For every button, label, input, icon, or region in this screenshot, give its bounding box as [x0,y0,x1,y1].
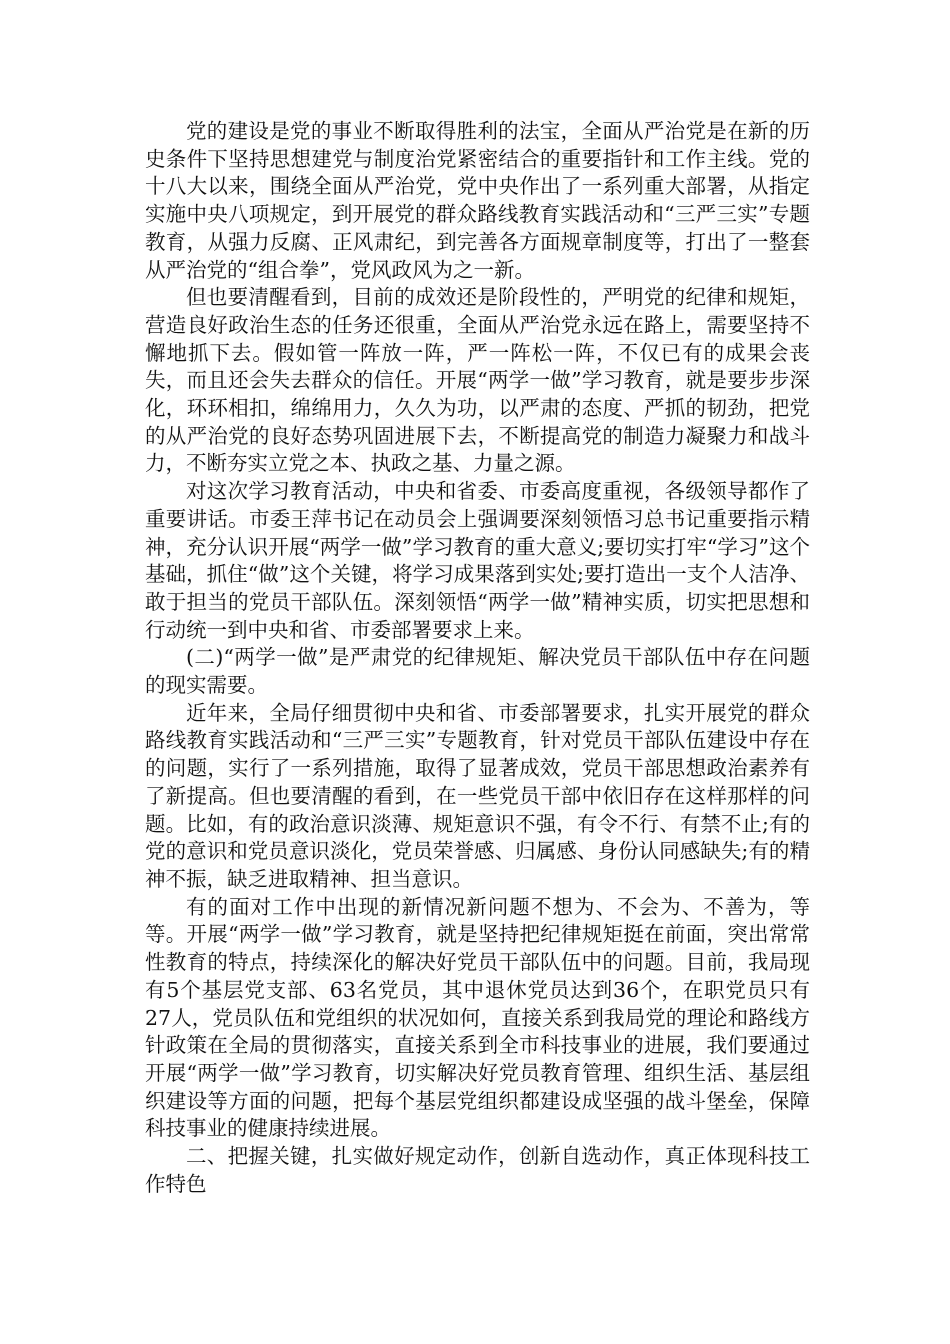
paragraph-2: 但也要清醒看到，目前的成效还是阶段性的，严明党的纪律和规矩，营造良好政治生态的任务还很重，全面从严治党永远在路上，需要坚持不懈地抓下去。假如管一阵放一阵，严一阵松一阵，不仅已有的成果会丧失，而且还会失去群众的信任。开展“两学一做”学习教育，就是要步步深化，环环相扣，绵绵用力，久久为功，以严肃的态度、严抓的韧劲，把党的从严治党的良好态势巩固进展下去，不断提高党的制造力凝聚力和战斗力，不断夯实立党之本、执政之基、力量之源。 [145,285,810,476]
paragraph-3: 对这次学习教育活动，中央和省委、市委高度重视，各级领导都作了重要讲话。市委王萍书记在动员会上强调要深刻领悟习总书记重要指示精神，充分认识开展“两学一做”学习教育的重大意义;要切实打牢“学习”这个基础，抓住“做”这个关键，将学习成果落到实处;要打造出一支个人洁净、敢于担当的党员干部队伍。深刻领悟“两学一做”精神实质，切实把思想和行动统一到中央和省、市委部署要求上来。 [145,479,810,642]
section-heading-part-2: 二、把握关键，扎实做好规定动作，创新自选动作，真正体现科技工作特色 [145,1144,810,1196]
paragraph-1: 党的建设是党的事业不断取得胜利的法宝，全面从严治党是在新的历史条件下坚持思想建党与制度治党紧密结合的重要指针和工作主线。党的十八大以来，围绕全面从严治党，党中央作出了一系列重大部署，从指定实施中央八项规定，到开展党的群众路线教育实践活动和“三严三实”专题教育，从强力反腐、正风肃纪，到完善各方面规章制度等，打出了一整套从严治党的“组合拳”，党风政风为之一新。 [145,119,810,282]
document-body [145,118,810,1198]
section-heading-2: (二)“两学一做”是严肃党的纪律规矩、解决党员干部队伍中存在问题的现实需要。 [145,645,810,698]
paragraph-5: 有的面对工作中出现的新情况新问题不想为、不会为、不善为，等等。开展“两学一做”学习教育，就是坚持把纪律规矩挺在前面，突出常常性教育的特点，持续深化的解决好党员干部队伍中的问题。目前，我局现有5个基层党支部、63名党员，其中退休党员达到36个，在职党员只有27人，党员队伍和党组织的状况如何，直接关系到我局党的理论和路线方针政策在全局的贯彻落实，直接关系到全市科技事业的进展，我们要通过开展“两学一做”学习教育，切实解决好党员教育管理、组织生活、基层组织建设等方面的问题，把每个基层党组织都建设成坚强的战斗堡垒，保障科技事业的健康持续进展。 [145,894,810,1141]
paragraph-4: 近年来，全局仔细贯彻中央和省、市委部署要求，扎实开展党的群众路线教育实践活动和“三严三实”专题教育，针对党员干部队伍建设中存在的问题，实行了一系列措施，取得了显著成效，党员干部思想政治素养有了新提高。但也要清醒的看到，在一些党员干部中依旧存在这样那样的问题。比如，有的政治意识淡薄、规矩意识不强，有令不行、有禁不止;有的党的意识和党员意识淡化，党员荣誉感、归属感、身份认同感缺失;有的精神不振，缺乏进取精神、担当意识。 [145,700,810,891]
